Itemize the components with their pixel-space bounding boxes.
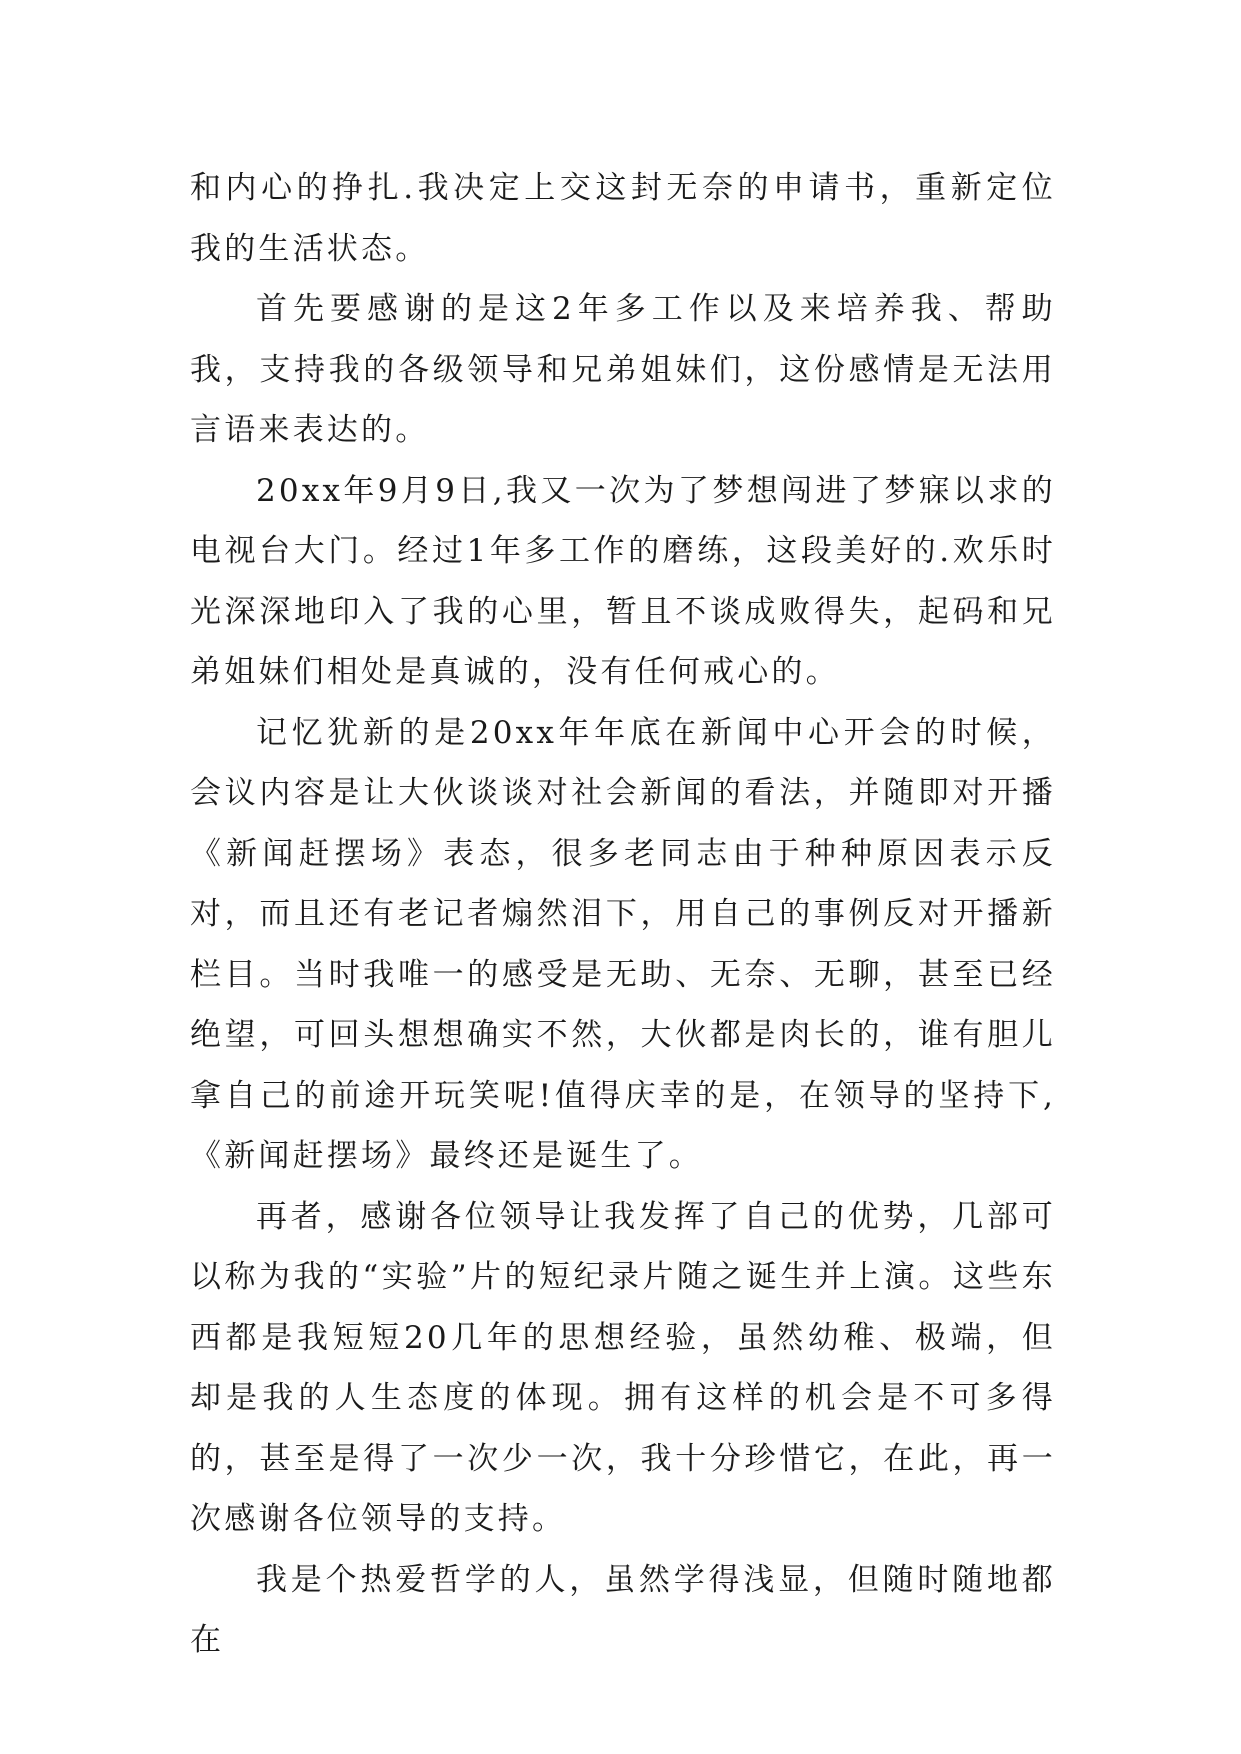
paragraph-5: 再者，感谢各位领导让我发挥了自己的优势，几部可以称为我的“实验”片的短纪录片随之诞生并上演。这些东西都是我短短20几年的思想经验，虽然幼稚、极端，但却是我的人生态度的体现。拥有这样的机会是不可多得的，甚至是得了一次少一次，我十分珍惜它，在此，再一次感谢各位领导的支持。 [190, 1198, 1056, 1537]
paragraph-6: 我是个热爱哲学的人，虽然学得浅显，但随时随地都在 [190, 1561, 1056, 1658]
paragraph-4: 记忆犹新的是20xx年年底在新闻中心开会的时候，会议内容是让大伙谈谈对社会新闻的看法，并随即对开播《新闻赶摆场》表态，很多老同志由于种种原因表示反对，而且还有老记者煽然泪下，用自己的事例反对开播新栏目。当时我唯一的感受是无助、无奈、无聊，甚至已经绝望，可回头想想确实不然，大伙都是肉长的，谁有胆儿拿自己的前途开玩笑呢!值得庆幸的是，在领导的坚持下,《新闻赶摆场》最终还是诞生了。 [190, 714, 1056, 1174]
document-body [190, 158, 1056, 1671]
paragraph-1: 和内心的挣扎.我决定上交这封无奈的申请书，重新定位我的生活状态。 [190, 170, 1056, 267]
paragraph-2: 首先要感谢的是这2年多工作以及来培养我、帮助我，支持我的各级领导和兄弟姐妹们，这份感情是无法用言语来表达的。 [190, 291, 1056, 448]
paragraph-3: 20xx年9月9日,我又一次为了梦想闯进了梦寐以求的电视台大门。经过1年多工作的磨练，这段美好的.欢乐时光深深地印入了我的心里，暂且不谈成败得失，起码和兄弟姐妹们相处是真诚的，没有任何戒心的。 [190, 472, 1056, 690]
